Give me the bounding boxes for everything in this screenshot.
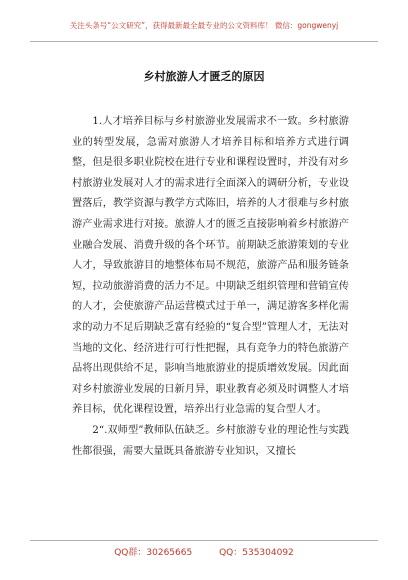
header-notice: 关注头条号“公文研究”，获得最新最全最专业的公文资料库！ 微信：gongwenyj <box>69 21 339 30</box>
footer <box>0 545 408 558</box>
document-title: 乡村旅游人才匮乏的原因 <box>143 70 265 83</box>
paragraph-1: 1.人才培养目标与乡村旅游业发展需求不一致。乡村旅游业的转型发展，急需对旅游人才培养目标和培养方式进行调整，但是很多职业院校在进行专业和课程设置时，并没有对乡村旅游业发展对人才的需求进行全面深入的调研分析，专业设置落后，教学资源与教学方式陈旧，培养的人才很难与乡村旅游产业需求进行对接。旅游人才的匮乏直接影响着乡村旅游产业融合发展、消费升级的各个环节。前期缺乏旅游策划的专业人才，导致旅游目的地整体布局不规范，旅游产品和服务链条短，拉动旅游消费的活力不足。中期缺乏组织管理和营销宣传的人才，会使旅游产品运营模式过于单一，满足游客多样化需求的动力不足后期缺乏富有经验的“复合型”管理人才，无法对当地的文化、经济进行可行性把握，具有竞争力的特色旅游产品将出现供给不足，影响当地旅游业的提质增效发展。因此面对乡村旅游业发展的日新月异，职业教育必须及时调整人才培养目标，优化课程设置，培养出行业急需的复合型人才。 <box>72 116 349 416</box>
paragraph-2: 2“.双师型”教师队伍缺乏。乡村旅游专业的理论性与实践性都很强，需要大量既具备旅游专业知识，又擅长 <box>72 424 349 457</box>
footer-divider <box>30 540 378 541</box>
header-divider <box>30 41 378 42</box>
document-body <box>72 112 349 462</box>
qq-group-text: QQ群：30265665 <box>114 548 193 558</box>
qq-text: QQ：535304092 <box>219 548 294 558</box>
